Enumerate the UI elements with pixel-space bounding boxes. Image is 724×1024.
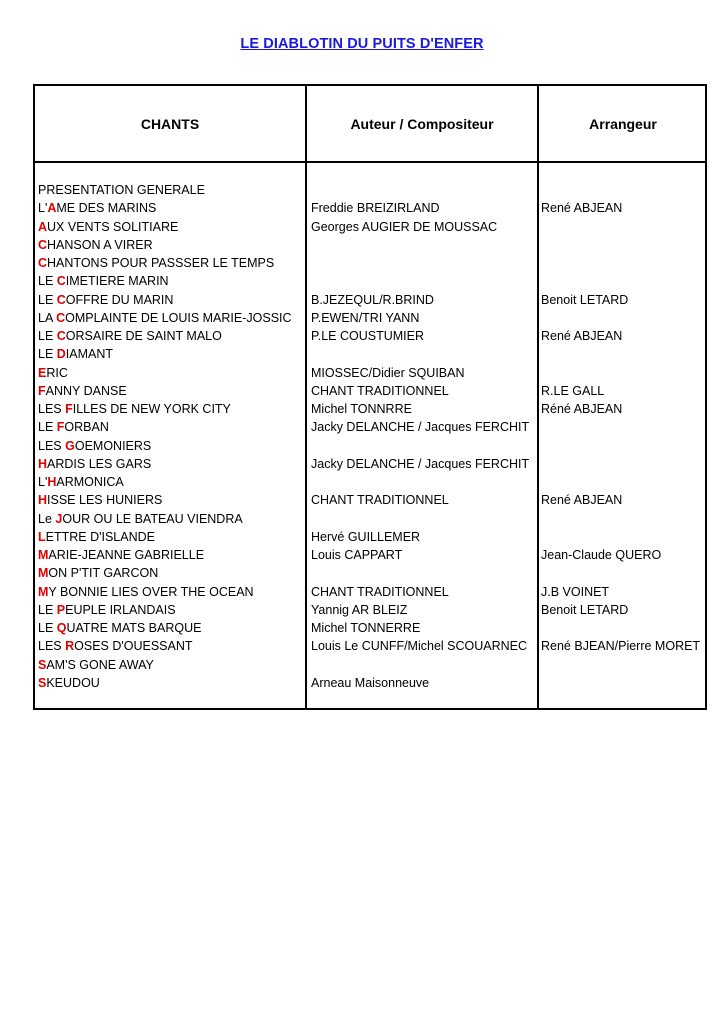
table-row (35, 455, 705, 473)
song-title-initial: P (56, 602, 66, 617)
song-title (38, 236, 153, 254)
song-title-initial: R (65, 639, 75, 654)
table-row (35, 236, 705, 254)
arranger-cell: René ABJEAN (541, 329, 623, 343)
song-title-initial: J (55, 511, 63, 526)
song-title (38, 455, 151, 473)
song-title-initial: D (56, 347, 66, 362)
song-title-prefix: LE (38, 292, 57, 307)
author-cell: CHANT TRADITIONNEL (311, 493, 449, 508)
song-title-initial: S (38, 675, 47, 690)
song-title-initial: C (38, 237, 48, 252)
author-cell: Arneau Maisonneuve (311, 675, 430, 690)
arranger-cell: Réné ABJEAN (541, 402, 623, 416)
arranger-cell: Benoit LETARD (541, 292, 629, 307)
song-title-rest: ISSE LES HUNIERS (47, 493, 163, 508)
table-row (35, 199, 705, 217)
song-title-rest: ARMONICA (56, 475, 124, 489)
table-row (35, 364, 705, 382)
author-cell: CHANT TRADITIONNEL (311, 383, 449, 398)
song-title-prefix: LE (38, 420, 57, 435)
song-title-initial: Q (56, 621, 67, 635)
song-title-rest: IMETIERE MARIN (65, 274, 169, 289)
song-title-initial: A (47, 201, 57, 216)
song-title-initial: E (38, 365, 47, 380)
song-title (38, 181, 205, 199)
song-title-prefix: LE (38, 274, 57, 289)
song-title (38, 674, 100, 692)
song-title (38, 601, 176, 619)
song-title (38, 656, 154, 674)
song-title-prefix: L' (38, 475, 48, 489)
page-title: LE DIABLOTIN DU PUITS D'ENFER (240, 36, 484, 52)
song-title-rest: ARDIS LES GARS (47, 456, 152, 471)
table-row (35, 473, 705, 491)
arranger-cell: J.B VOINET (541, 584, 610, 599)
song-title-rest: HANTONS POUR PASSSER LE TEMPS (47, 256, 275, 270)
table-row (35, 528, 705, 546)
songs-table (33, 84, 707, 710)
table-row (35, 583, 705, 601)
song-title (38, 218, 178, 236)
song-title-prefix: LES (38, 402, 66, 416)
table-row (35, 345, 705, 363)
arranger-cell: René ABJEAN (541, 201, 623, 216)
song-title-rest: EUPLE IRLANDAIS (65, 602, 176, 617)
song-title-rest: ORBAN (64, 420, 109, 435)
song-title (38, 418, 109, 436)
song-title-initial: C (56, 274, 66, 289)
song-title (38, 564, 158, 582)
table-row (35, 619, 705, 637)
arranger-cell: Jean-Claude QUERO (541, 548, 662, 562)
song-title (38, 491, 162, 509)
song-title-rest: ILLES DE NEW YORK CITY (72, 402, 231, 416)
song-title (38, 583, 254, 601)
table-row (35, 491, 705, 509)
song-title-prefix: LES (38, 438, 66, 453)
song-title-rest: Y BONNIE LIES OVER THE OCEAN (48, 584, 254, 599)
author-cell: Jacky DELANCHE / Jacques FERCHIT (311, 456, 530, 471)
song-title-prefix: LE (38, 621, 57, 635)
song-title-rest: OMPLAINTE DE LOUIS MARIE-JOSSIC (65, 310, 292, 325)
author-cell: Freddie BREIZIRLAND (311, 201, 440, 216)
song-title (38, 528, 155, 546)
song-title-rest: PRESENTATION GENERALE (38, 183, 205, 197)
song-title-initial: C (56, 310, 66, 325)
song-title-rest: ON P'TIT GARCON (48, 566, 159, 581)
author-cell: Michel TONNRRE (311, 402, 412, 416)
author-cell: P.LE COUSTUMIER (311, 329, 424, 343)
song-title-prefix: L' (38, 201, 48, 216)
song-title-rest: RIC (46, 365, 68, 380)
table-row (35, 656, 705, 674)
author-cell: Michel TONNERRE (311, 621, 421, 635)
table-row (35, 564, 705, 582)
song-title-rest: HANSON A VIRER (47, 237, 153, 252)
table-row (35, 254, 705, 272)
song-title-initial: F (56, 420, 65, 435)
song-title-prefix: LA (38, 310, 57, 325)
song-title-initial: C (56, 292, 66, 307)
song-title-rest: ORSAIRE DE SAINT MALO (65, 329, 222, 343)
table-row (35, 546, 705, 564)
song-title-rest: ETTRE D'ISLANDE (45, 529, 155, 544)
song-title-rest: OFFRE DU MARIN (65, 292, 174, 307)
author-cell: CHANT TRADITIONNEL (311, 584, 449, 599)
table-row (35, 309, 705, 327)
table-row (35, 218, 705, 236)
author-cell: B.JEZEQUL/R.BRIND (311, 292, 434, 307)
header-arrangeur: Arrangeur (589, 115, 657, 132)
song-title-rest: UX VENTS SOLITIARE (47, 219, 179, 234)
song-title (38, 291, 173, 309)
song-title (38, 309, 292, 327)
song-title (38, 364, 68, 382)
song-title (38, 473, 124, 491)
arranger-cell: René BJEAN/Pierre MORET (541, 639, 701, 654)
author-cell: MIOSSEC/Didier SQUIBAN (311, 365, 465, 380)
song-title (38, 437, 151, 455)
song-title-rest: AM'S GONE AWAY (46, 657, 154, 672)
song-title (38, 619, 201, 637)
song-title (38, 345, 113, 363)
song-title-initial: H (38, 456, 48, 471)
song-title-initial: G (65, 438, 75, 453)
song-title-rest: UATRE MATS BARQUE (66, 621, 202, 635)
song-title-rest: ME DES MARINS (56, 201, 157, 216)
arranger-cell: René ABJEAN (541, 493, 623, 508)
song-title-prefix: LE (38, 347, 57, 362)
song-title-prefix: LE (38, 329, 57, 343)
table-row (35, 327, 705, 345)
author-cell: Hervé GUILLEMER (311, 529, 421, 544)
table-row (35, 382, 705, 400)
song-title-initial: M (38, 566, 49, 581)
song-title-initial: S (38, 657, 47, 672)
table-row (35, 637, 705, 655)
song-title-rest: OEMONIERS (74, 438, 152, 453)
table-row (35, 272, 705, 290)
song-title-rest: ANNY DANSE (45, 383, 127, 398)
song-title (38, 199, 156, 217)
table-row (35, 181, 705, 199)
song-title-rest: IAMANT (65, 347, 114, 362)
song-title-rest: KEUDOU (46, 675, 100, 690)
table-row (35, 400, 705, 418)
song-title (38, 546, 204, 564)
song-title-initial: C (38, 256, 48, 270)
song-title (38, 510, 243, 528)
header-divider (35, 161, 705, 163)
song-title (38, 254, 274, 272)
table-row (35, 437, 705, 455)
song-title-initial: M (38, 584, 49, 599)
song-title-rest: OSES D'OUESSANT (74, 639, 193, 654)
song-title-initial: H (38, 493, 48, 508)
author-cell: Georges AUGIER DE MOUSSAC (311, 219, 498, 234)
arranger-cell: R.LE GALL (541, 383, 605, 398)
table-row (35, 601, 705, 619)
song-title-rest: ARIE-JEANNE GABRIELLE (48, 548, 205, 562)
header-chants: CHANTS (140, 115, 200, 132)
song-title-initial: A (38, 219, 48, 234)
song-title-initial: H (47, 475, 57, 489)
song-title-prefix: LE (38, 602, 57, 617)
table-row (35, 510, 705, 528)
song-title-prefix: LES (38, 639, 66, 654)
song-title-initial: M (38, 548, 49, 562)
song-title (38, 400, 231, 418)
table-row (35, 418, 705, 436)
author-cell: Jacky DELANCHE / Jacques FERCHIT (311, 420, 530, 435)
song-title-prefix: Le (38, 511, 56, 526)
author-cell: Louis Le CUNFF/Michel SCOUARNEC (311, 639, 528, 654)
song-title-initial: F (65, 402, 73, 416)
song-title-initial: F (38, 383, 46, 398)
song-title (38, 272, 169, 290)
song-title (38, 327, 222, 345)
table-row (35, 674, 705, 692)
song-title (38, 382, 127, 400)
author-cell: P.EWEN/TRI YANN (311, 310, 420, 325)
song-title-initial: L (38, 529, 46, 544)
author-cell: Yannig AR BLEIZ (311, 602, 408, 617)
song-title-initial: C (56, 329, 66, 343)
table-row (35, 291, 705, 309)
song-title (38, 637, 193, 655)
arranger-cell: Benoit LETARD (541, 602, 629, 617)
header-auteur-compositeur: Auteur / Compositeur (350, 115, 494, 132)
song-title-rest: OUR OU LE BATEAU VIENDRA (62, 511, 243, 526)
author-cell: Louis CAPPART (311, 548, 403, 562)
